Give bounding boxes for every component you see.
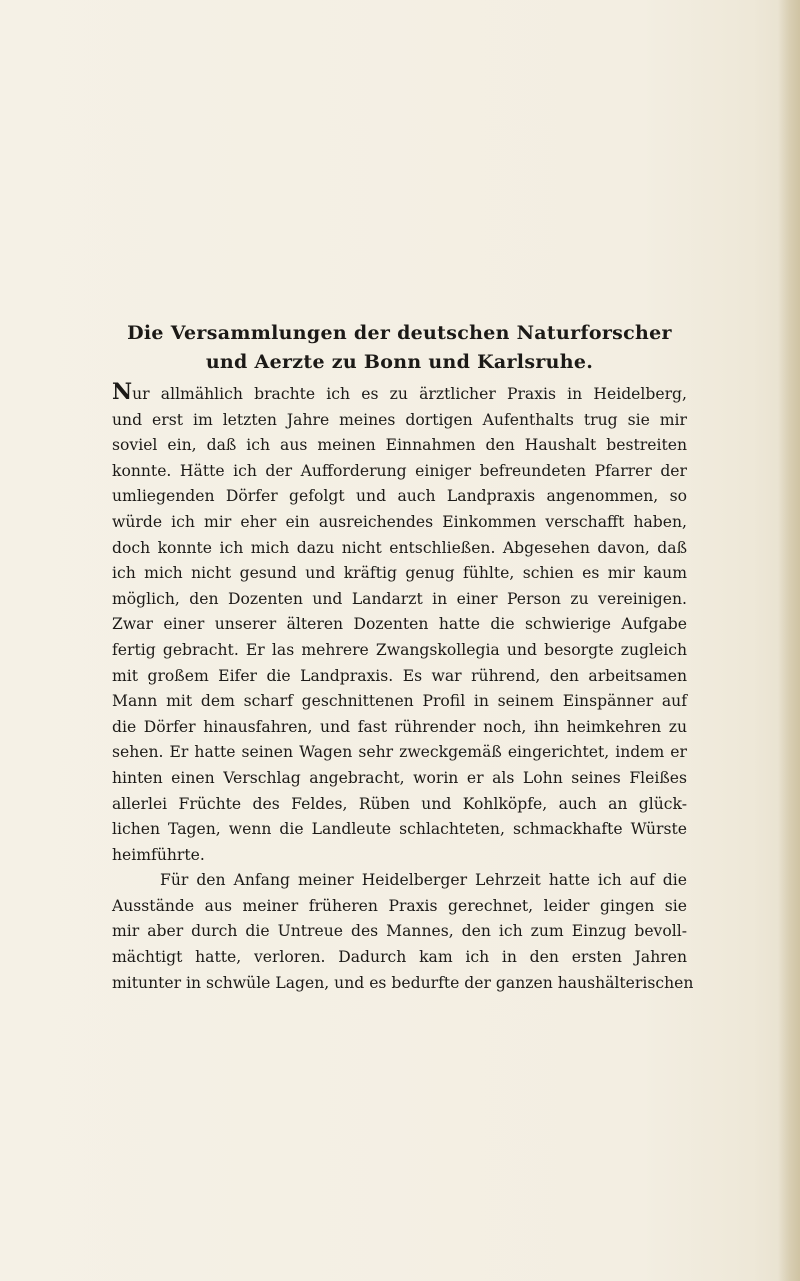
text-line: mächtigt hatte, verloren. Dadurch kam ich in den ersten Jahren (112, 948, 687, 967)
chapter-heading-line-2: und Aerzte zu Bonn und Karlsruhe. (205, 351, 594, 373)
text-line: Mann mit dem scharf geschnittenen Profil in seinem Einspänner auf (112, 692, 687, 711)
text-line: konnte. Hätte ich der Aufforderung einiger befreundeten Pfarrer der (112, 461, 687, 480)
page-edge-shadow (778, 0, 800, 1281)
drop-cap: N (112, 379, 133, 405)
chapter-heading (112, 318, 687, 376)
paragraph-1 (112, 379, 687, 868)
text-line: hinten einen Verschlag angebracht, worin er als Lohn seines Fleißes (112, 768, 687, 787)
text-line: sehen. Er hatte seinen Wagen sehr zweckgemäß eingerichtet, indem er (112, 743, 687, 762)
text-line: heimführte. (112, 845, 205, 864)
text-line: fertig gebracht. Er las mehrere Zwangskollegia und besorgte zugleich (112, 640, 687, 659)
text-line: würde ich mir eher ein ausreichendes Einkommen verschafft haben, (112, 512, 687, 531)
text-block (112, 318, 694, 996)
text-line: umliegenden Dörfer gefolgt und auch Landpraxis angenommen, so (112, 487, 687, 506)
text-line: und erst im letzten Jahre meines dortigen Aufenthalts trug sie mir (112, 410, 687, 429)
text-line: Zwar einer unserer älteren Dozenten hatte die schwierige Aufgabe (112, 615, 687, 634)
text-line: Für den Anfang meiner Heidelberger Lehrzeit hatte ich auf die (160, 871, 687, 890)
text-line: mitunter in schwüle Lagen, und es bedurfte der ganzen haushälterischen (112, 973, 694, 992)
text-line: die Dörfer hinausfahren, und fast rührender noch, ihn heimkehren zu (112, 717, 687, 736)
chapter-heading-line-1: Die Versammlungen der deutschen Naturforscher (127, 322, 672, 344)
text-line: möglich, den Dozenten und Landarzt in einer Person zu vereinigen. (112, 589, 687, 608)
text-line: mir aber durch die Untreue des Mannes, den ich zum Einzug bevoll- (112, 922, 687, 941)
text-line: Nur allmählich brachte ich es zu ärztlicher Praxis in Heidelberg, (112, 379, 687, 405)
text-line: doch konnte ich mich dazu nicht entschließen. Abgesehen davon, daß (112, 538, 687, 557)
text-line: ich mich nicht gesund und kräftig genug fühlte, schien es mir kaum (112, 564, 687, 583)
text-line: lichen Tagen, wenn die Landleute schlachteten, schmackhafte Würste (112, 820, 687, 839)
text-line: mit großem Eifer die Landpraxis. Es war rührend, den arbeitsamen (112, 666, 687, 685)
text-line: Ausstände aus meiner früheren Praxis gerechnet, leider gingen sie (112, 896, 687, 915)
paragraph-2 (112, 868, 694, 996)
text-line: soviel ein, daß ich aus meinen Einnahmen den Haushalt bestreiten (112, 436, 687, 455)
text-line: allerlei Früchte des Feldes, Rüben und Kohlköpfe, auch an glück- (112, 794, 687, 813)
